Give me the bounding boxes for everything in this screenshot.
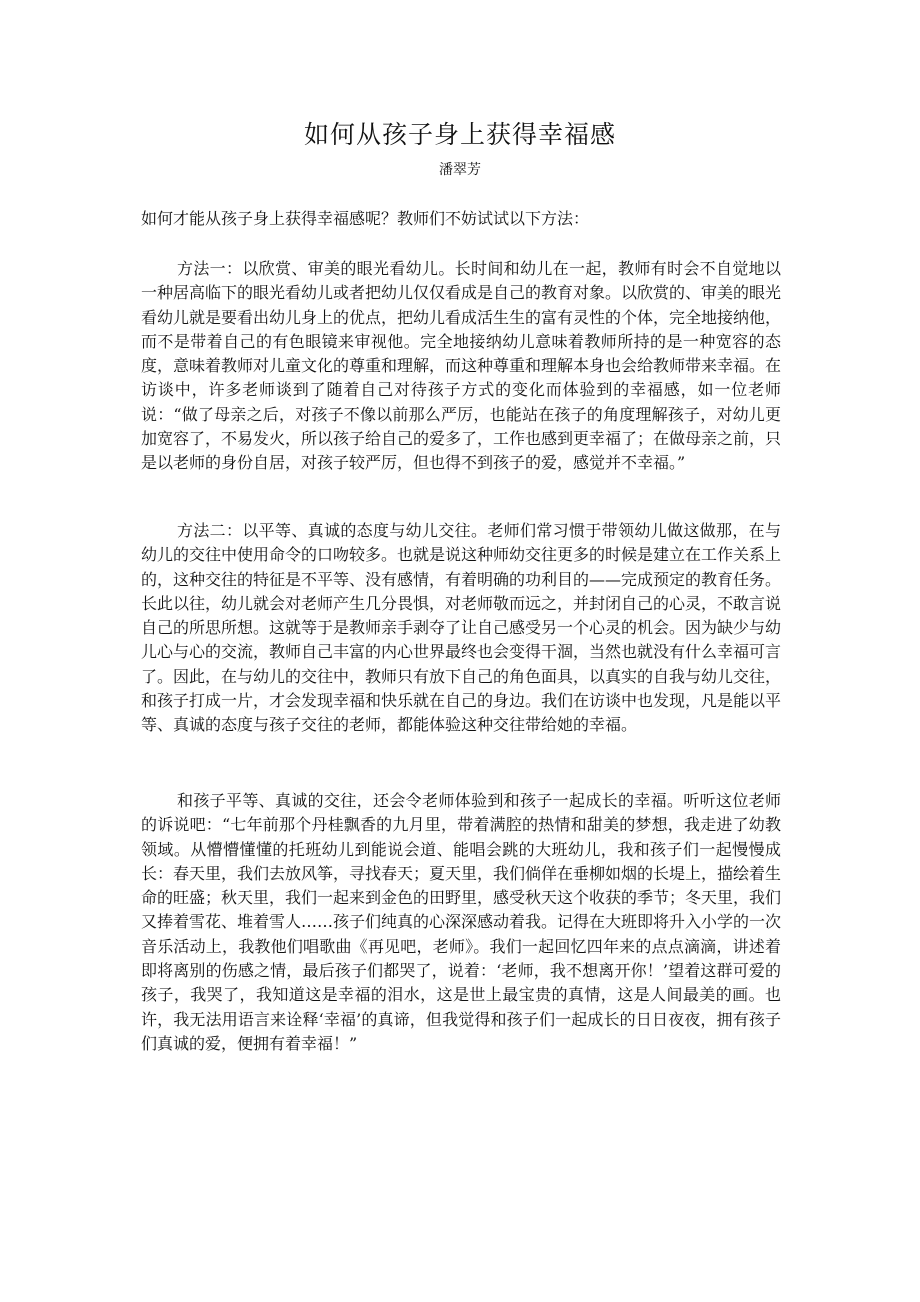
paragraph-growth-story: 和孩子平等、真诚的交往，还会令老师体验到和孩子一起成长的幸福。听听这位老师的诉说吧：“七年前那个丹桂飘香的九月里，带着满腔的热情和甜美的梦想，我走进了幼教领域。从懵懵懂懂的托班幼儿到能说会道、能唱会跳的大班幼儿，我和孩子们一起慢慢成长：春天里，我们去放风筝，寻找春天；夏天里，我们倘佯在垂柳如烟的长堤上，描绘着生命的旺盛；秋天里，我们一起来到金色的田野里，感受秋天这个收获的季节；冬天里，我们又捧着雪花、堆着雪人……孩子们纯真的心深深感动着我。记得在大班即将升入小学的一次音乐活动上，我教他们唱歌曲《再见吧，老师》。我们一起回忆四年来的点点滴滴，讲述着即将离别的伤感之情，最后孩子们都哭了，说着：‘老师，我不想离开你！’望着这群可爱的孩子，我哭了，我知道这是幸福的泪水，这是世上最宝贵的真情，这是人间最美的画。也许，我无法用语言来诠释‘幸福’的真谛，但我觉得和孩子们一起成长的日日夜夜，拥有孩子们真诚的爱，便拥有着幸福！”: [141, 791, 782, 1053]
paragraph-method-two: 方法二：以平等、真诚的态度与幼儿交往。老师们常习惯于带领幼儿做这做那，在与幼儿的交往中使用命令的口吻较多。也就是说这种师幼交往更多的时候是建立在工作关系上的，这种交往的特征是不平等、没有感情，有着明确的功利目的——完成预定的教育任务。长此以往，幼儿就会对老师产生几分畏惧，对老师敬而远之，并封闭自己的心灵，不敢言说自己的所思所想。这就等于是教师亲手剥夺了让自己感受另一个心灵的机会。因为缺少与幼儿心与心的交流，教师自己丰富的内心世界最终也会变得干涸，当然也就没有什么幸福可言了。因此，在与幼儿的交往中，教师只有放下自己的角色面具，以真实的自我与幼儿交往，和孩子打成一片，才会发现幸福和快乐就在自己的身边。我们在访谈中也发现，凡是能以平等、真诚的态度与孩子交往的老师，都能体验这种交往带给她的幸福。: [141, 521, 782, 735]
paragraph-method-one: 方法一：以欣赏、审美的眼光看幼儿。长时间和幼儿在一起，教师有时会不自觉地以一种居高临下的眼光看幼儿或者把幼儿仅仅看成是自己的教育对象。以欣赏的、审美的眼光看幼儿就是要看出幼儿身上的优点，把幼儿看成活生生的富有灵性的个体，完全地接纳他，而不是带着自己的有色眼镜来审视他。完全地接纳幼儿意味着教师所持的是一种宽容的态度，意味着教师对儿童文化的尊重和理解，而这种尊重和理解本身也会给教师带来幸福。在访谈中，许多老师谈到了随着自己对待孩子方式的变化而体验到的幸福感，如一位老师说：“做了母亲之后，对孩子不像以前那么严厉，也能站在孩子的角度理解孩子，对幼儿更加宽容了，不易发火，所以孩子给自己的爱多了，工作也感到更幸福了；在做母亲之前，只是以老师的身份自居，对孩子较严厉，但也得不到孩子的爱，感觉并不幸福。”: [141, 259, 782, 473]
document-title: 如何从孩子身上获得幸福感: [303, 120, 616, 149]
document-author: 潘翠芳: [439, 162, 481, 178]
intro-paragraph: 如何才能从孩子身上获得幸福感呢？教师们不妨试试以下方法：: [141, 209, 590, 228]
